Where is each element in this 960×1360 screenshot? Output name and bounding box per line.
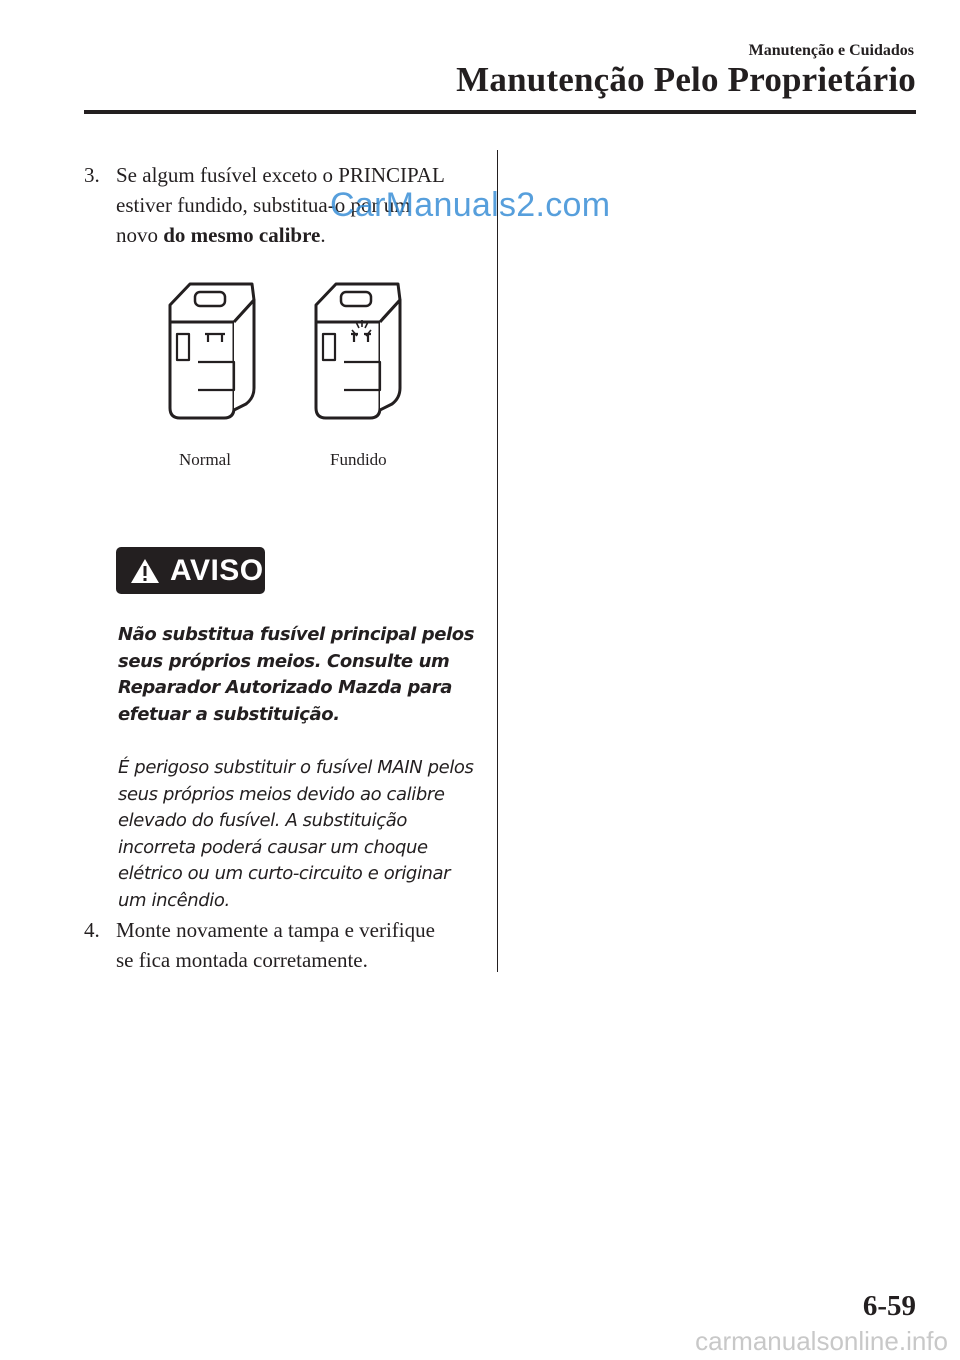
step-line: novo do mesmo calibre.: [116, 223, 326, 247]
page-title: Manutenção Pelo Proprietário: [456, 60, 916, 99]
step-number: 4.: [84, 918, 100, 942]
footer-watermark: carmanualsonline.info: [695, 1326, 948, 1356]
warning-badge: [116, 547, 265, 594]
page-number: 6-59: [862, 1290, 916, 1322]
step-number: 3.: [84, 163, 100, 187]
step-line: estiver fundido, substitua-o por um: [116, 193, 411, 217]
step-line: se fica montada corretamente.: [116, 948, 368, 972]
warning-text: É perigoso substituir o fusível MAIN pelos seus próprios meios devido ao calibre elevado do fusível. A substituição incorreta poderá causar um choque elétrico ou um curto-circuito e originar um incêndio.: [118, 757, 474, 911]
step-4: [84, 915, 484, 975]
warning-bold-text: Não substitua fusível principal pelos seus próprios meios. Consulte um Reparador Autorizado Mazda para efetuar a substituição.: [118, 624, 475, 725]
normal-fuse-icon: [170, 284, 254, 418]
warning-badge-label: AVISO: [170, 553, 264, 587]
section-header: Manutenção e Cuidados: [748, 42, 914, 59]
warning-icon: [130, 558, 160, 584]
step-line: Se algum fusível exceto o PRINCIPAL: [116, 163, 445, 187]
blown-fuse-icon: [316, 284, 400, 418]
column-divider: [497, 150, 498, 972]
fuse-illustration: [150, 270, 430, 480]
step-line: Monte novamente a tampa e verifique: [116, 918, 435, 942]
label-normal: Normal: [179, 450, 231, 469]
label-blown: Fundido: [330, 450, 387, 469]
header-rule: [84, 110, 916, 114]
watermark: CarManuals2.com: [330, 186, 611, 224]
